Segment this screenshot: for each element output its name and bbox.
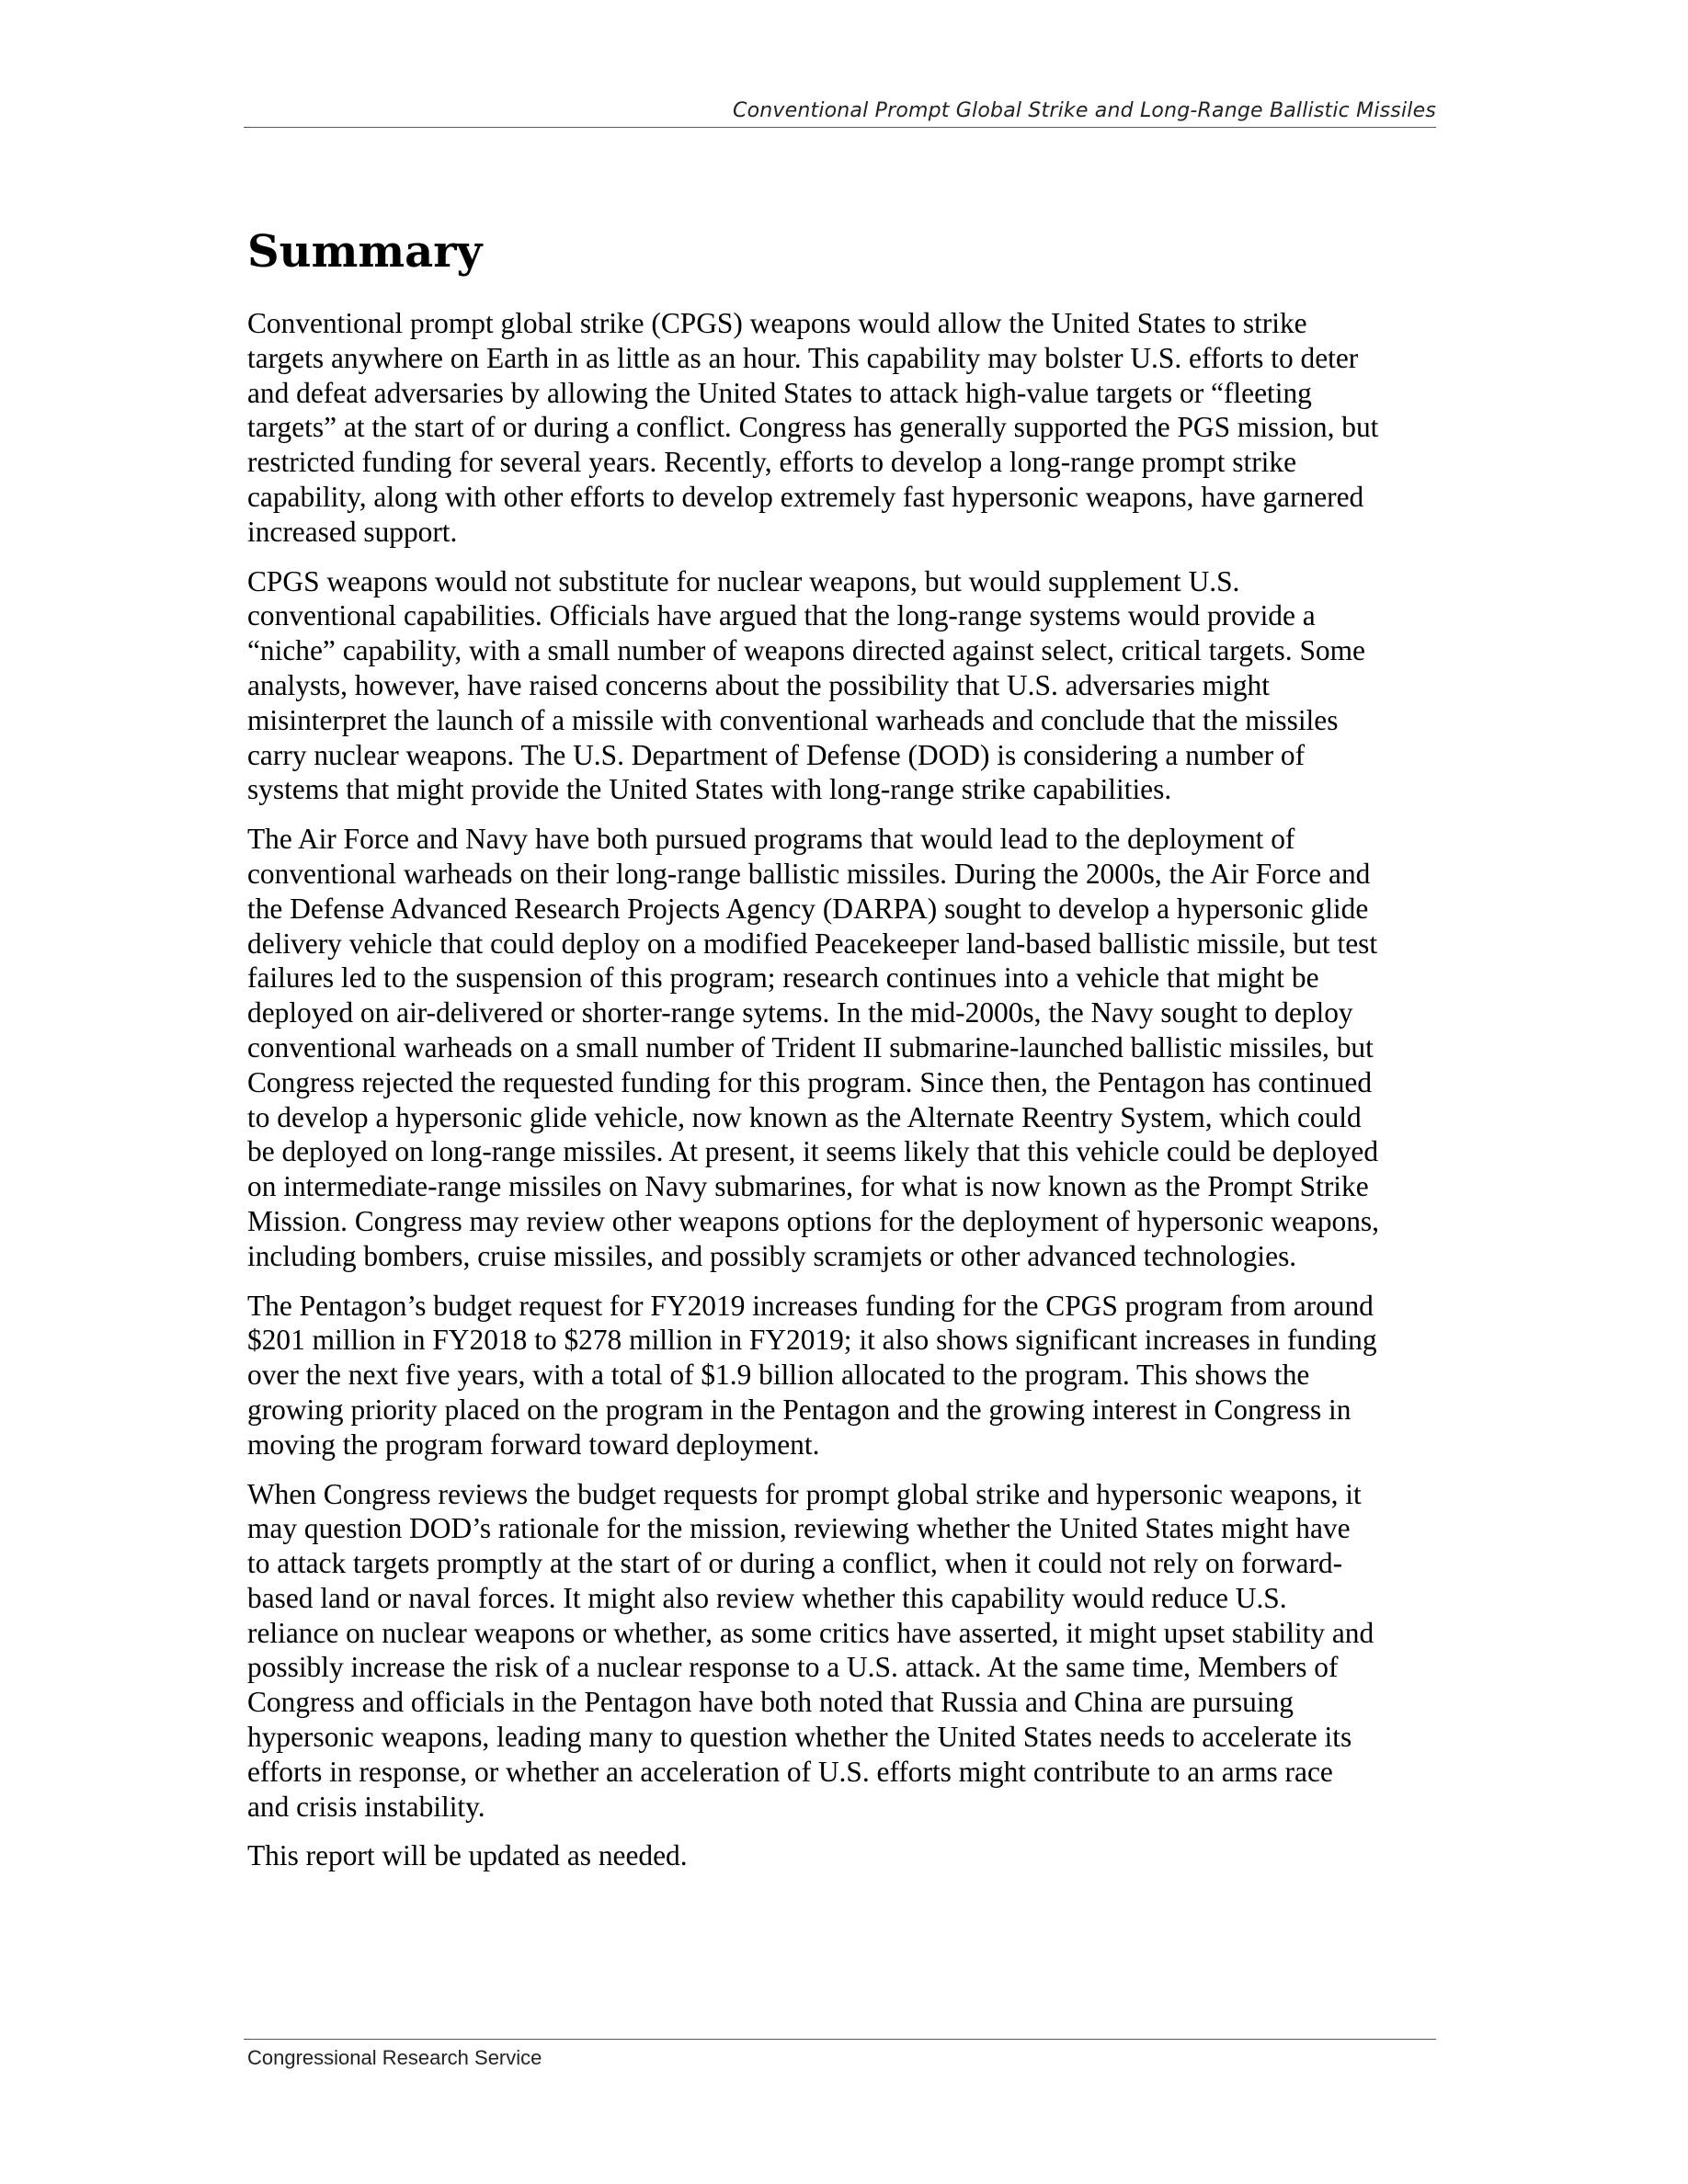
text-line: misinterpret the launch of a missile with conventional warheads and conclude that the missiles [247, 703, 1339, 736]
paragraph-4 [247, 1289, 1443, 1462]
text-line: “niche” capability, with a small number of weapons directed against select, critical targets. Some [247, 634, 1365, 667]
text-line: to attack targets promptly at the start of or during a conflict, when it could not rely on forward- [247, 1547, 1343, 1580]
text-line: capability, along with other efforts to develop extremely fast hypersonic weapons, have garnered [247, 480, 1364, 513]
text-line: Congress rejected the requested funding for this program. Since then, the Pentagon has continued [247, 1065, 1373, 1098]
text-line: reliance on nuclear weapons or whether, as some critics have asserted, it might upset stability and [247, 1616, 1374, 1649]
text-line: including bombers, cruise missiles, and possibly scramjets or other advanced technologies. [247, 1239, 1297, 1272]
text-line: The Pentagon’s budget request for FY2019 increases funding for the CPGS program from around [247, 1289, 1374, 1322]
text-line: increased support. [247, 515, 458, 548]
text-line: on intermediate-range missiles on Navy submarines, for what is now known as the Prompt Strike [247, 1170, 1369, 1203]
text-line: growing priority placed on the program in the Pentagon and the growing interest in Congress in [247, 1393, 1352, 1426]
text-line: When Congress reviews the budget requests for prompt global strike and hypersonic weapons, it [247, 1477, 1362, 1510]
text-line: based land or naval forces. It might also review whether this capability would reduce U.S. [247, 1581, 1287, 1614]
text-line: CPGS weapons would not substitute for nuclear weapons, but would supplement U.S. [247, 564, 1240, 597]
header-divider [244, 127, 1436, 128]
running-header: Conventional Prompt Global Strike and Long-Range Ballistic Missiles [733, 99, 1436, 122]
text-line: over the next five years, with a total of $1.9 billion allocated to the program. This shows the [247, 1359, 1310, 1392]
text-line: moving the program forward toward deployment. [247, 1428, 820, 1461]
text-line: targets anywhere on Earth in as little as an hour. This capability may bolster U.S. efforts to deter [247, 341, 1359, 374]
summary-body [247, 306, 1443, 1888]
text-line: may question DOD’s rationale for the mission, reviewing whether the United States might have [247, 1512, 1351, 1545]
footer-organization: Congressional Research Service [247, 2046, 542, 2069]
text-line: Mission. Congress may review other weapons options for the deployment of hypersonic weapons, [247, 1204, 1379, 1237]
paragraph-3 [247, 822, 1443, 1273]
text-line: be deployed on long-range missiles. At present, it seems likely that this vehicle could be deployed [247, 1135, 1379, 1168]
footer-divider [244, 2039, 1436, 2040]
text-line: deployed on air-delivered or shorter-range sytems. In the mid-2000s, the Navy sought to deploy [247, 996, 1353, 1029]
paragraph-5 [247, 1477, 1443, 1825]
text-line: possibly increase the risk of a nuclear response to a U.S. attack. At the same time, Members of [247, 1651, 1339, 1684]
text-line: conventional capabilities. Officials have argued that the long-range systems would provide a [247, 599, 1316, 632]
text-line: efforts in response, or whether an acceleration of U.S. efforts might contribute to an arms race [247, 1755, 1333, 1788]
text-line: systems that might provide the United States with long-range strike capabilities. [247, 773, 1172, 806]
text-line: analysts, however, have raised concerns about the possibility that U.S. adversaries might [247, 668, 1270, 701]
text-line: carry nuclear weapons. The U.S. Department of Defense (DOD) is considering a number of [247, 738, 1306, 771]
text-line: The Air Force and Navy have both pursued programs that would lead to the deployment of [247, 823, 1295, 856]
text-line: the Defense Advanced Research Projects Agency (DARPA) sought to develop a hypersonic glide [247, 892, 1369, 925]
section-title: Summary [247, 226, 483, 278]
text-line: restricted funding for several years. Recently, efforts to develop a long-range prompt strike [247, 446, 1297, 479]
text-line: Conventional prompt global strike (CPGS) weapons would allow the United States to strike [247, 307, 1307, 339]
text-line: conventional warheads on a small number of Trident II submarine-launched ballistic missiles, but [247, 1030, 1374, 1064]
paragraph-6 [247, 1838, 1443, 1873]
paragraph-2 [247, 564, 1443, 808]
text-line: $201 million in FY2018 to $278 million in FY2019; it also shows significant increases in funding [247, 1324, 1377, 1357]
text-line: failures led to the suspension of this program; research continues into a vehicle that might be [247, 961, 1319, 995]
text-line: delivery vehicle that could deploy on a modified Peacekeeper land-based ballistic missile, but test [247, 927, 1378, 960]
text-line: to develop a hypersonic glide vehicle, now known as the Alternate Reentry System, which could [247, 1100, 1362, 1133]
text-line: This report will be updated as needed. [247, 1839, 688, 1872]
text-line: targets” at the start of or during a conflict. Congress has generally supported the PGS mission, but [247, 411, 1379, 444]
text-line: hypersonic weapons, leading many to question whether the United States needs to accelerate its [247, 1721, 1352, 1754]
text-line: Congress and officials in the Pentagon have both noted that Russia and China are pursuing [247, 1686, 1294, 1719]
paragraph-1 [247, 306, 1443, 550]
text-line: and crisis instability. [247, 1790, 485, 1823]
text-line: conventional warheads on their long-range ballistic missiles. During the 2000s, the Air Force and [247, 857, 1371, 890]
text-line: and defeat adversaries by allowing the United States to attack high-value targets or “fleeting [247, 376, 1312, 409]
